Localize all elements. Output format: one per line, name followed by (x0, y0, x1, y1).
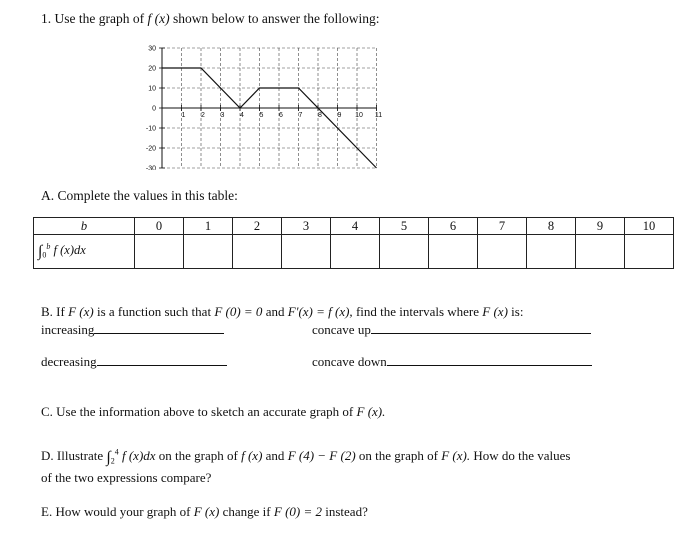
part-b-F: F (x) (68, 304, 94, 319)
part-a-prompt: A. Complete the values in this table: (41, 188, 238, 203)
integral-header (34, 235, 135, 269)
part-e-prompt (41, 504, 368, 520)
x-tick-label: 7 (298, 112, 303, 119)
answer-cell[interactable] (429, 235, 478, 269)
answer-cell[interactable] (527, 235, 576, 269)
x-tick-label: 8 (318, 112, 322, 119)
b-value-cell: 6 (429, 218, 478, 235)
graph-axes (159, 48, 377, 168)
part-e-F: F (x) (193, 504, 220, 519)
values-table (33, 217, 674, 269)
question-text-after: shown below to answer the following: (172, 11, 380, 26)
integral-upper-limit: b (46, 242, 51, 252)
concave-down-blank[interactable] (387, 354, 592, 366)
part-d-f: f (x) (241, 448, 263, 463)
answer-cell[interactable] (184, 235, 233, 269)
part-d-line2: of the two expressions compare? (41, 470, 212, 485)
b-value-cell: 9 (576, 218, 625, 235)
integral-integrand: f (x)dx (53, 243, 86, 258)
b-row (34, 218, 674, 235)
increasing-blank[interactable] (94, 322, 224, 334)
concave-up-label: concave up (312, 322, 371, 337)
part-b-suffix: find the intervals where (355, 304, 480, 319)
question-header (41, 11, 380, 27)
part-e-mid: change if (222, 504, 271, 519)
b-value-cell: 0 (135, 218, 184, 235)
x-tick-label: 6 (279, 112, 283, 119)
part-d-difference: F (4) − F (2) (287, 448, 356, 463)
question-number: 1. (41, 11, 52, 26)
x-tick-label: 1 (181, 112, 186, 119)
part-b-prompt (41, 304, 523, 320)
b-value-cell: 4 (331, 218, 380, 235)
part-b-F2: F (x) (482, 304, 508, 319)
part-d-mid1: on the graph of (158, 448, 238, 463)
part-e-end: instead? (325, 504, 368, 519)
x-tick-label: 5 (259, 112, 264, 119)
y-tick-labels (146, 46, 156, 171)
integral-lower-limit: 0 (42, 250, 47, 260)
part-d-prompt (41, 447, 570, 466)
part-e-condition: F (0) = 2 (273, 504, 322, 519)
decreasing-blank[interactable] (97, 354, 227, 366)
b-value-cell: 8 (527, 218, 576, 235)
y-tick-label: -10 (145, 125, 156, 133)
concave-up-blank[interactable] (371, 322, 591, 334)
answer-cell[interactable] (135, 235, 184, 269)
answer-cell[interactable] (576, 235, 625, 269)
part-d-mid2: on the graph of (358, 448, 438, 463)
b-value-cell: 5 (380, 218, 429, 235)
part-d-lower-limit: 2 (110, 456, 115, 466)
function-graph (130, 40, 390, 170)
concave-down-label: concave down (312, 354, 387, 369)
answer-cell[interactable] (331, 235, 380, 269)
integral-row (34, 235, 674, 269)
decreasing-line (41, 354, 227, 370)
answer-cell[interactable] (625, 235, 674, 269)
b-value-cell: 2 (233, 218, 282, 235)
part-c-prompt (41, 404, 385, 420)
question-text-before: Use the graph of (54, 11, 145, 26)
part-d-integrand: f (x)dx (121, 448, 156, 463)
part-b-condition2: F'(x) = f (x), (287, 304, 353, 319)
decreasing-label: decreasing (41, 354, 97, 369)
part-d-and: and (265, 448, 285, 463)
y-tick-label: 10 (148, 85, 156, 93)
answer-cell[interactable] (380, 235, 429, 269)
part-b-is: is: (511, 304, 524, 319)
answer-cell[interactable] (282, 235, 331, 269)
integral-sign: ∫ (38, 243, 43, 261)
part-b-prefix: B. If (41, 304, 65, 319)
answer-cell[interactable] (478, 235, 527, 269)
x-tick-label: 11 (374, 112, 383, 119)
y-tick-label: 0 (152, 105, 156, 113)
x-tick-label: 10 (355, 112, 363, 119)
part-b-mid: is a function such that (96, 304, 212, 319)
part-b-and: and (265, 304, 285, 319)
x-tick-label: 3 (220, 112, 225, 119)
increasing-line (41, 322, 224, 338)
x-tick-labels (182, 112, 383, 119)
b-value-cell: 1 (184, 218, 233, 235)
y-tick-label: 30 (148, 45, 156, 53)
f-of-x-curve (162, 68, 377, 168)
y-tick-label: -30 (145, 165, 156, 170)
b-header: b (34, 218, 135, 235)
part-e-text: E. How would your graph of (41, 504, 191, 519)
part-b-condition1: F (0) = 0 (214, 304, 263, 319)
y-tick-label: -20 (145, 145, 156, 153)
function-f: f (x) (147, 11, 170, 26)
x-tick-label: 4 (240, 112, 244, 119)
b-value-cell: 10 (625, 218, 674, 235)
part-d-start: D. Illustrate (41, 448, 104, 463)
part-c-F: F (x). (356, 404, 386, 419)
b-value-cell: 3 (282, 218, 331, 235)
part-d-upper-limit: 4 (114, 447, 119, 457)
part-d-integral-sign: ∫ (106, 449, 111, 466)
concave-down-line (312, 354, 592, 370)
part-d-end: How do the values (473, 448, 571, 463)
x-tick-label: 9 (337, 112, 342, 119)
concave-up-line (312, 322, 591, 338)
part-c-text: C. Use the information above to sketch an accurate graph of (41, 404, 354, 419)
b-value-cell: 7 (478, 218, 527, 235)
increasing-label: increasing (41, 322, 95, 337)
part-d-F: F (x). (441, 448, 471, 463)
y-tick-label: 20 (148, 65, 156, 73)
answer-cell[interactable] (233, 235, 282, 269)
x-tick-label: 2 (201, 112, 205, 119)
